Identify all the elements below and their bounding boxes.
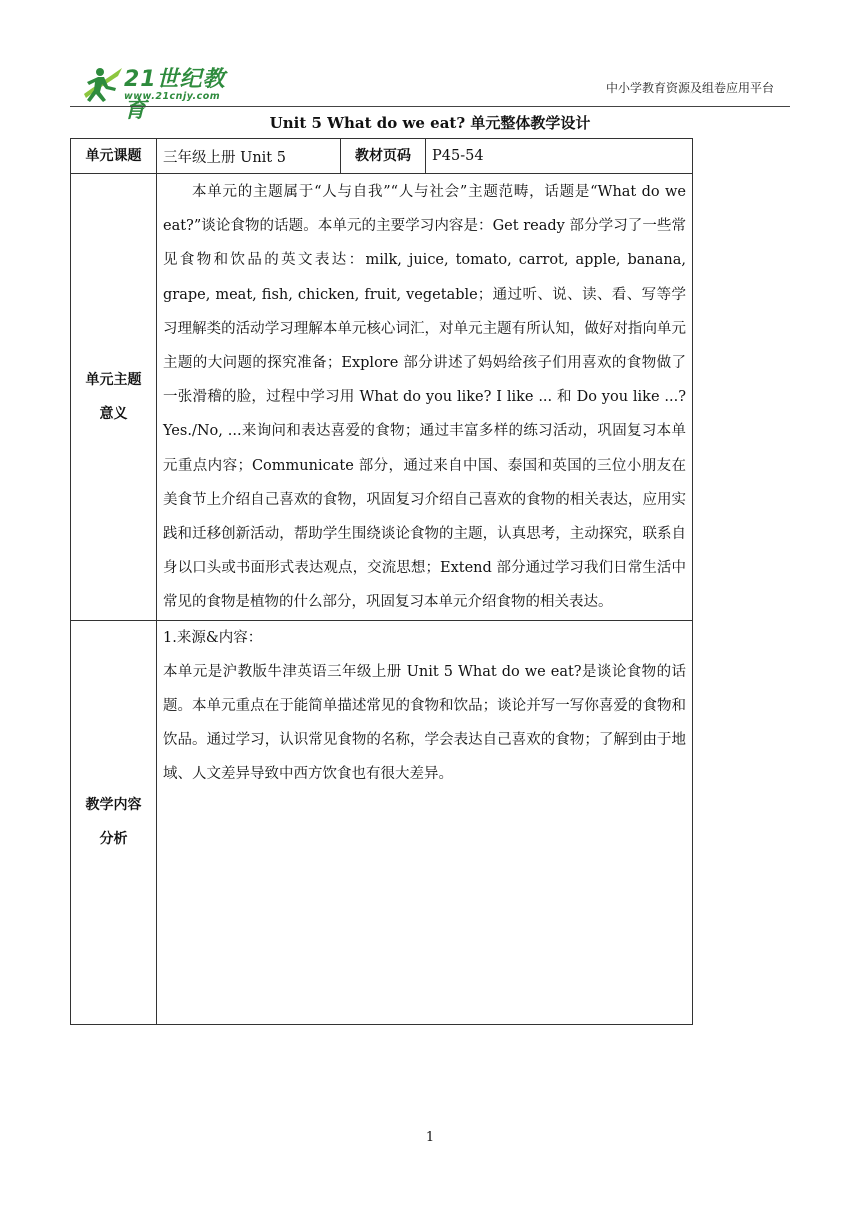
theme-meaning-label: 单元主题意义 (71, 174, 157, 621)
unit-topic-value: 三年级上册 Unit 5 (157, 139, 341, 174)
runner-icon (78, 64, 126, 106)
pages-value: P45-54 (426, 139, 693, 174)
table-row (71, 620, 693, 1024)
logo-text: 21世纪教育 (124, 67, 226, 123)
logo-url: www.21cnjy.com (124, 91, 221, 102)
header-divider (70, 106, 790, 107)
table-row (71, 139, 693, 174)
document-title: Unit 5 What do we eat? 单元整体教学设计 (269, 114, 591, 132)
page-number: 1 (425, 1130, 435, 1145)
table-row (71, 174, 693, 621)
content-analysis-text: 本单元是沪教版牛津英语三年级上册 Unit 5 What do we eat?是谈论食物的话题。本单元重点在于能简单描述常见的食物和饮品；谈论并写一写你喜爱的食物和饮品。通过学习，认识常见食物的名称，学会表达自己喜欢的食物；了解到由于地域、人文差异导致中西方饮食也有很大差异。 (163, 663, 686, 783)
unit-topic-label: 单元课题 (71, 139, 157, 174)
design-table (70, 138, 693, 1025)
theme-meaning-text: 本单元的主题属于“人与自我”“人与社会”主题范畴，话题是“What do we eat?”谈论食物的话题。本单元的主要学习内容是：Get ready 部分学习了一些常见食物和饮品的英文表达：milk, juice, tomato, carrot, apple, banana, grape, meat, fish, chicken, fruit, vegetable；通过听、说、读、看、写等学习理解类的活动学习理解本单元核心词汇，对单元主题有所认知，做好对指向单元主题的大问题的探究准备；Explore 部分讲述了妈妈给孩子们用喜欢的食物做了一张滑稽的脸，过程中学习用 What do you like? I like ... 和 Do you like ...? Yes./No, ...来询问和表达喜爱的食物；通过丰富多样的练习活动，巩固复习本单元重点内容；Communicate 部分，通过来自中国、泰国和英国的三位小朋友在美食节上介绍自己喜欢的食物，巩固复习介绍自己喜欢的食物的相关表达，应用实践和迁移创新活动，帮助学生围绕谈论食物的主题，认真思考，主动探究，联系自身以口头或书面形式表达观点，交流思想；Extend 部分通过学习我们日常生活中常见的食物是植物的什么部分，巩固复习本单元介绍食物的相关表达。 (163, 184, 686, 611)
platform-name: 中小学教育资源及组卷应用平台 (605, 81, 774, 95)
content-analysis-label: 教学内容分析 (71, 620, 157, 1024)
content-analysis-heading: 1.来源&内容： (163, 629, 263, 646)
theme-meaning-cell (157, 174, 693, 621)
pages-label: 教材页码 (341, 139, 426, 174)
content-analysis-cell (157, 620, 693, 1024)
logo (78, 62, 248, 123)
